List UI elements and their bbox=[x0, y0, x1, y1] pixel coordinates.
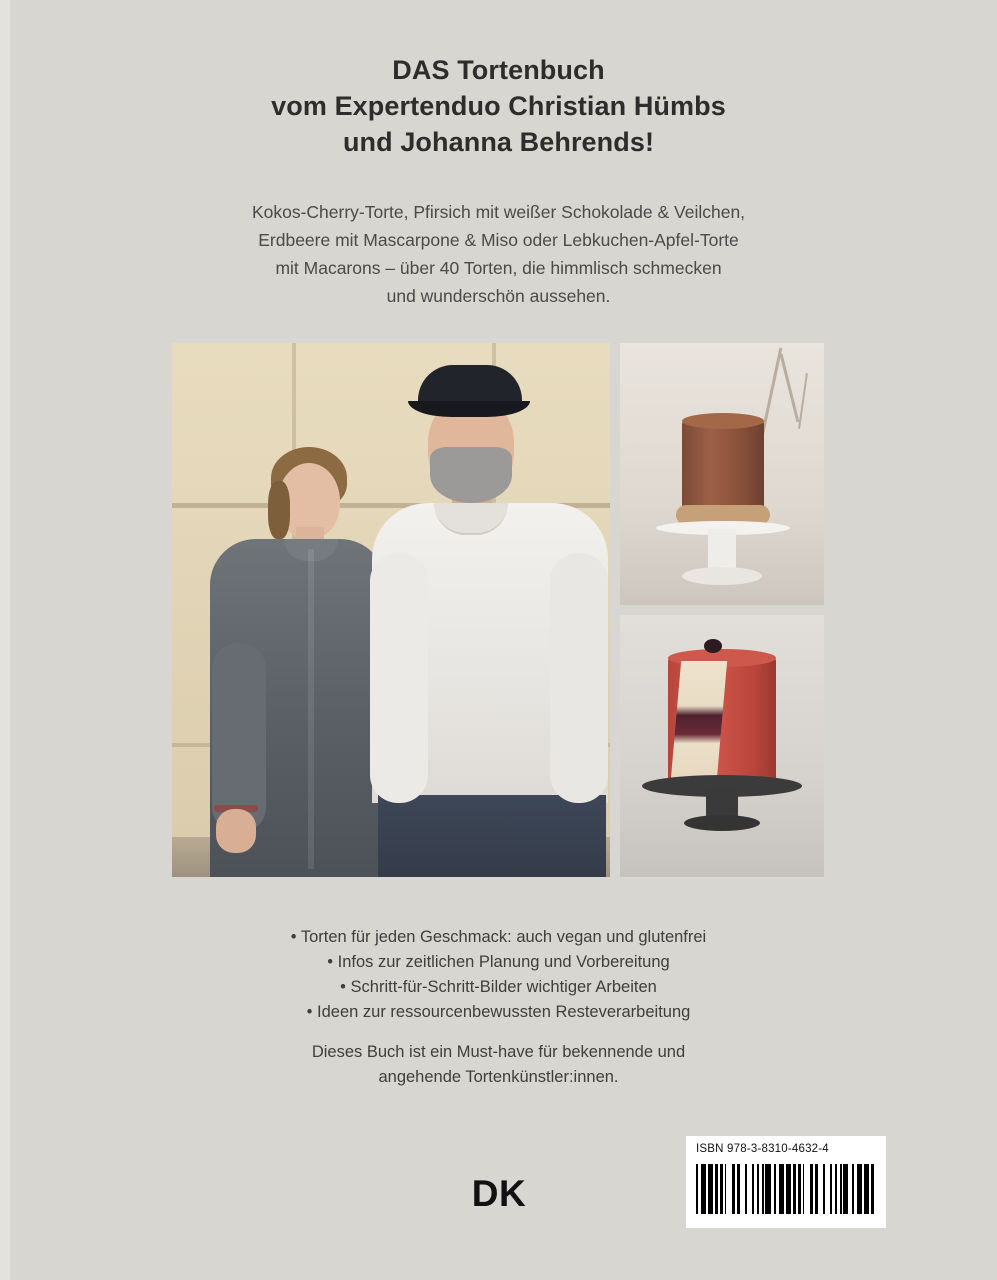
page-title bbox=[0, 52, 997, 160]
list-item: • Infos zur zeitlichen Planung und Vorbereitung bbox=[327, 953, 670, 971]
list-item: • Ideen zur ressourcenbewussten Resteverarbeitung bbox=[306, 1003, 691, 1021]
headline-line-2: vom Expertenduo Christian Hümbs bbox=[271, 91, 726, 121]
closing-line-2: angehende Tortenkünstler:innen. bbox=[378, 1068, 619, 1086]
publisher-logo: DK bbox=[471, 1173, 527, 1214]
closing-statement bbox=[0, 1040, 997, 1090]
man-beard bbox=[430, 447, 512, 503]
man-jeans bbox=[378, 795, 606, 877]
barcode-icon bbox=[696, 1164, 876, 1214]
headline-line-1: DAS Tortenbuch bbox=[392, 55, 605, 85]
list-item: • Torten für jeden Geschmack: auch vegan und glutenfrei bbox=[290, 928, 707, 946]
woman-hand bbox=[216, 809, 256, 853]
photo-grid bbox=[172, 343, 824, 877]
list-item: • Schritt-für-Schritt-Bilder wichtiger Arbeiten bbox=[340, 978, 657, 996]
woman-jacket-placket bbox=[308, 549, 314, 869]
cake1-body bbox=[682, 421, 764, 517]
description-text bbox=[0, 198, 997, 310]
man-left-arm bbox=[370, 553, 428, 803]
cake1-stand-foot bbox=[682, 567, 762, 585]
headline-line-3: und Johanna Behrends! bbox=[342, 127, 655, 157]
feature-list bbox=[0, 925, 997, 1025]
closing-line-1: Dieses Buch ist ein Must-have für bekennende und bbox=[311, 1043, 686, 1061]
woman-hair-side bbox=[268, 481, 290, 539]
blackberry-garnish bbox=[704, 639, 722, 653]
photo-authors-portrait bbox=[172, 343, 610, 877]
cake1-top bbox=[682, 413, 764, 429]
photo-red-cake-slice-on-stand bbox=[620, 615, 824, 877]
cake2-stand-foot bbox=[684, 815, 760, 831]
description-line-4: und wunderschön aussehen. bbox=[386, 286, 611, 306]
description-line-1: Kokos-Cherry-Torte, Pfirsich mit weißer Schokolade & Veilchen, bbox=[251, 202, 746, 222]
man-right-arm bbox=[550, 553, 608, 803]
isbn-barcode-block bbox=[686, 1136, 886, 1228]
photo-chocolate-cake-on-stand bbox=[620, 343, 824, 605]
description-line-2: Erdbeere mit Mascarpone & Miso oder Lebkuchen-Apfel-Torte bbox=[258, 230, 739, 250]
isbn-label: ISBN 978-3-8310-4632-4 bbox=[696, 1143, 829, 1155]
description-line-3: mit Macarons – über 40 Torten, die himmlisch schmecken bbox=[275, 258, 722, 278]
